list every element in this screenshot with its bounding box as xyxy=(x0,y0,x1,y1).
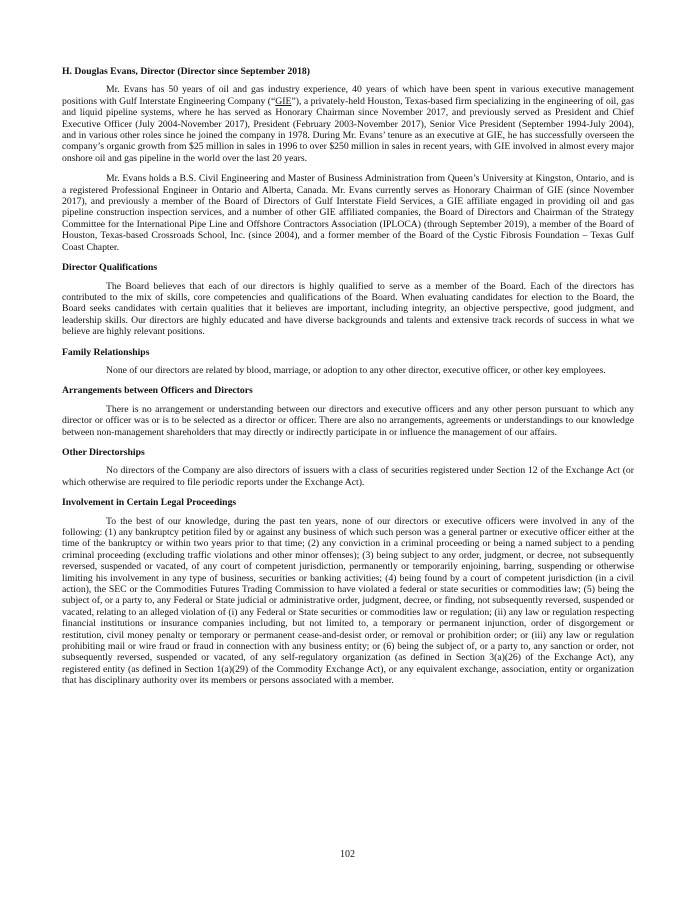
section-heading-family: Family Relationships xyxy=(62,346,150,358)
arrangements-paragraph: There is no arrangement or understanding between our directors and executive officers and any other person pursuant to which any director or officer was or is to be selected as a director or officer. There are also no arrangements, agreements or understandings to our knowledge between non-management shareholders that may directly or indirectly participate in or influence the management of our affairs. xyxy=(62,403,634,438)
evans-paragraph-2: Mr. Evans holds a B.S. Civil Engineering and Master of Business Administration from Queen’s University at Kingston, Ontario, and is a registered Professional Engineer in Ontario and Alberta, Canada. Mr. Evans currently serves as Honorary Chairman of GIE (since November 2017), and previously a member of the Board of Directors of Gulf Interstate Field Services, a GIE affiliate engaged in providing oil and gas pipeline construction inspection services, and a number of other GIE affiliated companies, the Board of Directors and Chairman of the Strategy Committee for the International Pipe Line and Offshore Contractors Association (IPLOCA) (through September 2019), a member of the Board of Houston, Texas-based Crossroads School, Inc. (since 2004), and a former member of the Board of the Cystic Fibrosis Foundation – Texas Gulf Coast Chapter. xyxy=(62,173,634,253)
qualifications-paragraph: The Board believes that each of our directors is highly qualified to serve as a member of the Board. Each of the directors has contributed to the mix of skills, core competencies and qualifications of the Board. When evaluating candidates for election to the Board, the Board seeks candidates with certain qualities that it believes are important, including integrity, an objective perspective, good judgment, and leadership skills. Our directors are highly educated and have diverse backgrounds and talents and extensive track records of success in what we believe are highly relevant positions. xyxy=(62,280,634,338)
gie-defined-term: GIE xyxy=(275,95,292,107)
page-number: 102 xyxy=(340,849,355,860)
document-page xyxy=(62,66,634,696)
section-heading-qualifications: Director Qualifications xyxy=(62,262,158,274)
section-heading-other-directorships: Other Directorships xyxy=(62,446,145,458)
section-heading-legal: Involvement in Certain Legal Proceedings xyxy=(62,497,237,509)
evans-p1-after: ”), a privately-held Houston, Texas-based firm specializing in the engineering of oil, gas and liquid pipeline systems, where he has served as Honorary Chairman since November 2017, and previously served as President and Chief Executive Officer (July 2004-November 2017), President (February 2003-November 2017), Senior Vice President (September 1994-July 2004), and in various other roles since he joined the company in 1978. During Mr. Evans’ tenure as an executive at GIE, he has successfully overseen the company’s organic growth from $25 million in sales in 1996 to over $250 million in sales in recent years, with GIE involved in almost every major onshore oil and gas pipeline in the world over the last 20 years. xyxy=(62,95,634,164)
section-heading-arrangements: Arrangements between Officers and Directors xyxy=(62,385,253,397)
evans-paragraph-1 xyxy=(62,84,634,164)
legal-paragraph: To the best of our knowledge, during the past ten years, none of our directors or executive officers were involved in any of the following: (1) any bankruptcy petition filed by or against any business of which such person was a general partner or executive officer either at the time of the bankruptcy or within two years prior to that time; (2) any conviction in a criminal proceeding or being a named subject to a pending criminal proceeding (excluding traffic violations and other minor offenses); (3) being subject to any order, judgment, or decree, not subsequently reversed, suspended or vacated, of any court of competent jurisdiction, permanently or temporarily enjoining, barring, suspending or otherwise limiting his involvement in any type of business, securities or banking activities; (4) being found by a court of competent jurisdiction (in a civil action), the SEC or the Commodities Futures Trading Commission to have violated a federal or state securities or commodities law; (5) being the subject of, or a party to, any Federal or State judicial or administrative order, judgment, decree, or finding, not subsequently reversed, suspended or vacated, relating to an alleged violation of (i) any Federal or State securities or commodities law or regulation; (ii) any law or regulation respecting financial institutions or insurance companies including, but not limited to, a temporary or permanent injunction, order of disgorgement or restitution, civil money penalty or temporary or permanent cease-and-desist order, or removal or prohibition order; or (iii) any law or regulation prohibiting mail or wire fraud or fraud in connection with any business entity; or (6) being the subject of, or a party to, any sanction or order, not subsequently reversed, suspended or vacated, of any self-regulatory organization (as defined in Section 3(a)(26) of the Exchange Act), any registered entity (as defined in Section 1(a)(29) of the Commodity Exchange Act), or any equivalent exchange, association, entity or organization that has disciplinary authority over its members or persons associated with a member. xyxy=(62,515,634,687)
evans-p1-before: Mr. Evans has 50 years of oil and gas industry experience, 40 years of which have been spent in various executive management positions with Gulf Interstate Engineering Company (“ xyxy=(62,84,634,107)
other-directorships-paragraph: No directors of the Company are also directors of issuers with a class of securities registered under Section 12 of the Exchange Act (or which otherwise are required to file periodic reports under the Exchange Act). xyxy=(62,465,634,488)
section-heading-evans: H. Douglas Evans, Director (Director since September 2018) xyxy=(62,66,310,77)
family-paragraph: None of our directors are related by blood, marriage, or adoption to any other director, executive officer, or other key employees. xyxy=(106,364,606,376)
